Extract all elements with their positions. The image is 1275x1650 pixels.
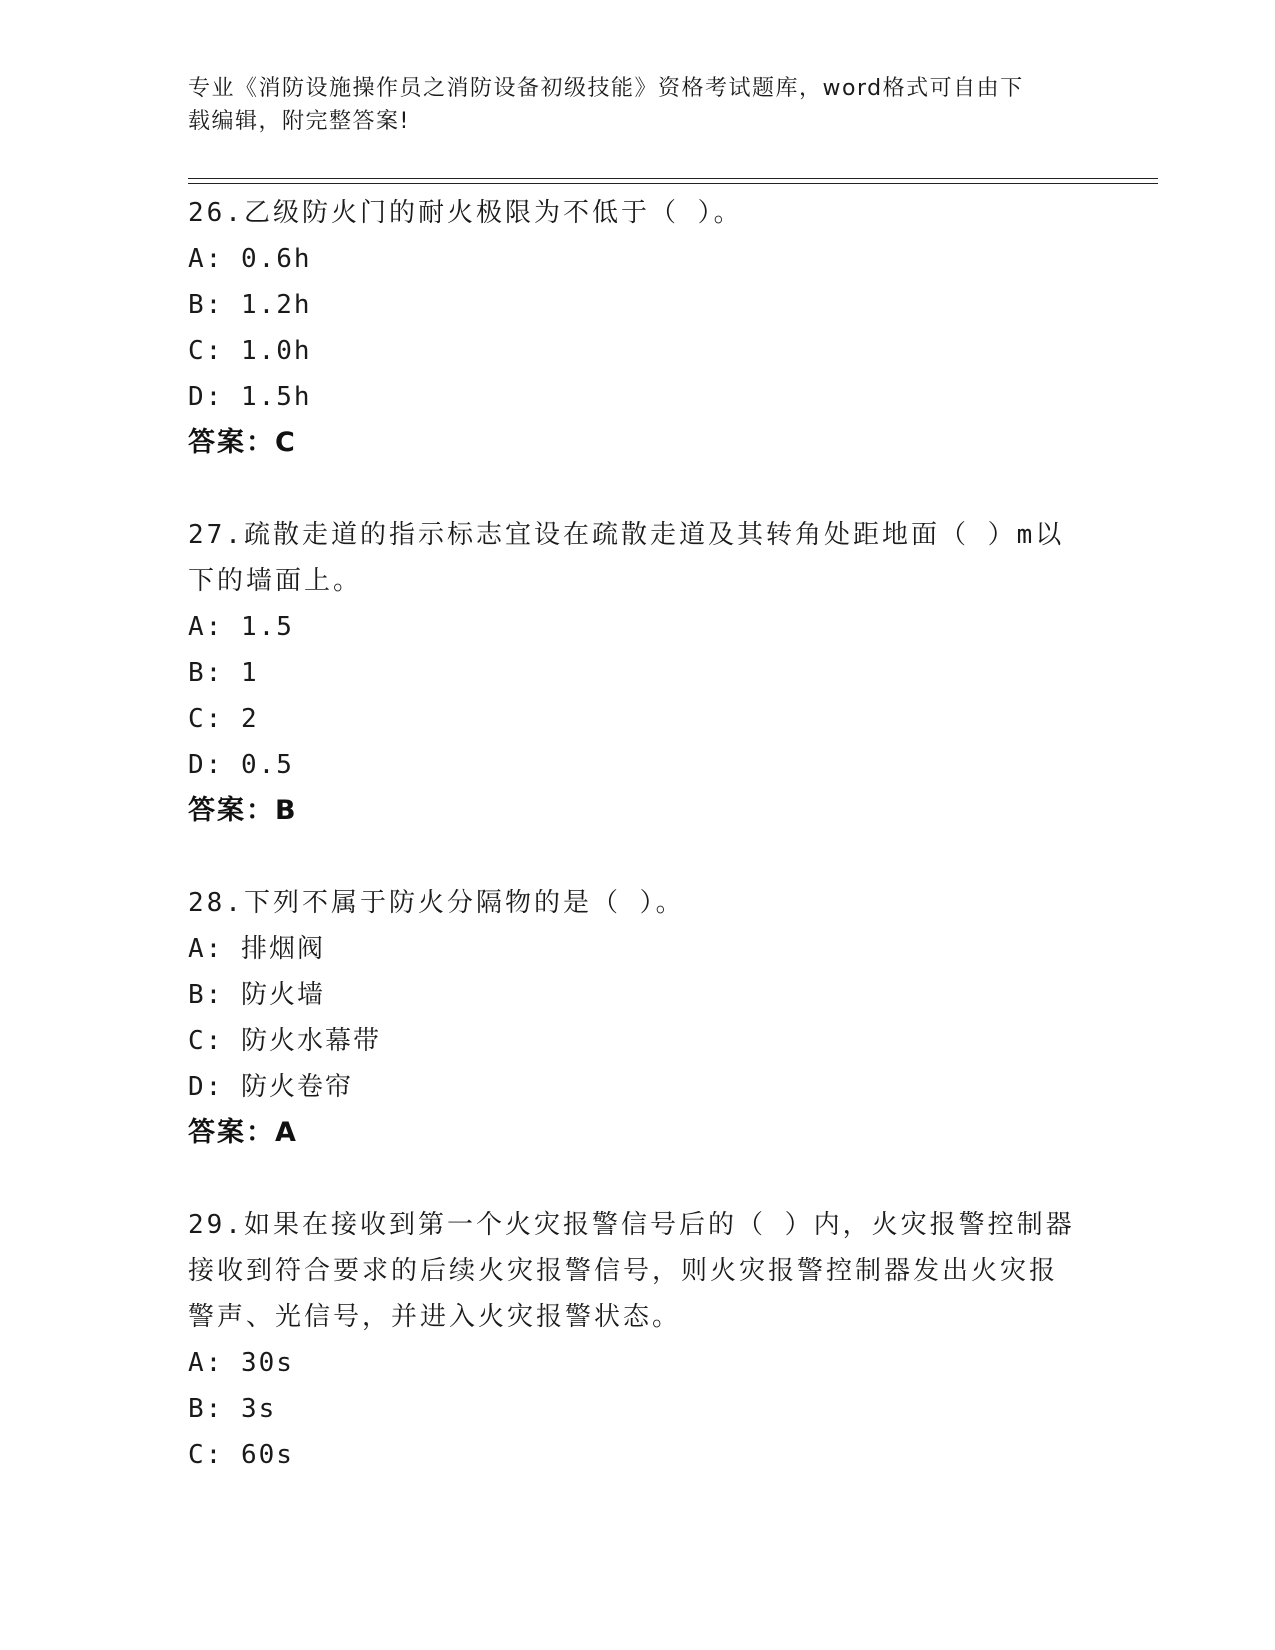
document-header — [188, 72, 1068, 138]
option-d: D: 防火卷帘 — [188, 1072, 353, 1102]
option-c: C: 60s — [188, 1440, 294, 1470]
header-line-2: 载编辑，附完整答案! — [188, 109, 410, 134]
question-29 — [188, 1202, 1088, 1478]
option-b: B: 1 — [188, 658, 259, 688]
question-text: 28.下列不属于防火分隔物的是（ ）。 — [188, 888, 685, 918]
question-text-line-2: 接收到符合要求的后续火灾报警信号，则火灾报警控制器发出火灾报 — [188, 1256, 1059, 1286]
option-b: B: 1.2h — [188, 290, 312, 320]
question-text: 26.乙级防火门的耐火极限为不低于（ ）。 — [188, 198, 743, 228]
header-divider-top — [188, 178, 1158, 179]
header-line-1: 专业《消防设施操作员之消防设备初级技能》资格考试题库，word格式可自由下 — [188, 76, 1024, 101]
option-c: C: 2 — [188, 704, 259, 734]
question-text-line-1: 27.疏散走道的指示标志宜设在疏散走道及其转角处距地面（ ）m以 — [188, 520, 1065, 550]
question-28 — [188, 880, 1088, 1156]
option-a: A: 排烟阀 — [188, 934, 325, 964]
answer: 答案：B — [188, 795, 298, 826]
question-26 — [188, 190, 1088, 466]
option-a: A: 30s — [188, 1348, 294, 1378]
option-d: D: 0.5 — [188, 750, 294, 780]
option-a: A: 1.5 — [188, 612, 294, 642]
question-list — [188, 190, 1088, 1524]
option-c: C: 1.0h — [188, 336, 312, 366]
option-b: B: 防火墙 — [188, 980, 325, 1010]
option-d: D: 1.5h — [188, 382, 312, 412]
answer: 答案：C — [188, 427, 297, 458]
question-text-line-1: 29.如果在接收到第一个火灾报警信号后的（ ）内，火灾报警控制器 — [188, 1210, 1075, 1240]
question-27 — [188, 512, 1088, 834]
question-text-line-3: 警声、光信号，并进入火灾报警状态。 — [188, 1302, 682, 1332]
header-divider-bottom — [188, 183, 1158, 184]
option-b: B: 3s — [188, 1394, 277, 1424]
answer: 答案：A — [188, 1117, 298, 1148]
question-text-line-2: 下的墙面上。 — [188, 566, 363, 596]
option-a: A: 0.6h — [188, 244, 312, 274]
option-c: C: 防火水幕带 — [188, 1026, 381, 1056]
